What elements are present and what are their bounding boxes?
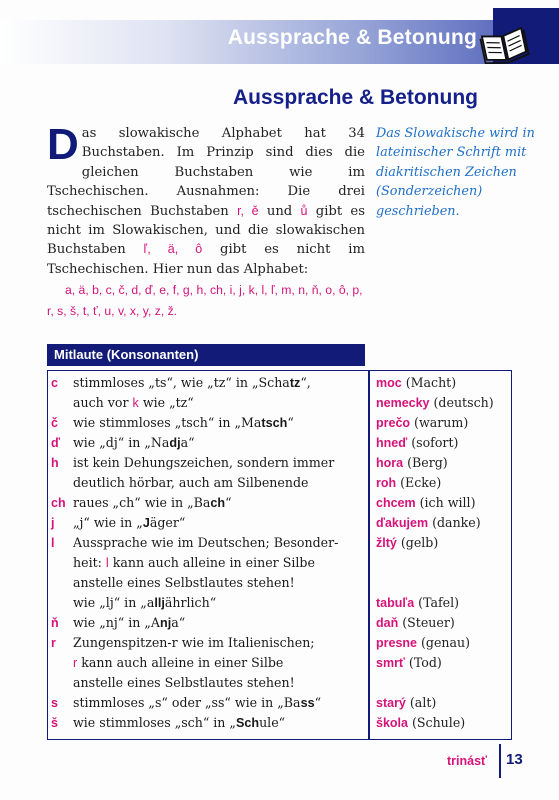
page-number-word: trinásť	[447, 754, 488, 768]
slovak-example: škola	[376, 716, 408, 730]
table-row	[0, 553, 559, 573]
table-row	[0, 693, 559, 713]
table-row	[0, 473, 559, 493]
german-meaning: (gelb)	[396, 535, 439, 550]
intro-text: as slowakische Alphabet hat 34 Buchstaben. Im Prinzip sind dies die gleichen Buchstaben wie im Tschechischen. Ausnahmen: Die drei tschechischen Buchstaben	[47, 126, 365, 219]
slovak-example: hneď	[376, 436, 408, 450]
highlighted-sound: llj	[154, 596, 165, 610]
slovak-example: ďakujem	[376, 516, 429, 530]
example-word	[376, 413, 512, 433]
highlighted-sound: Sch	[235, 716, 260, 730]
table-row	[0, 433, 559, 453]
intro-text: und	[258, 203, 301, 219]
german-meaning: (genau)	[417, 635, 471, 650]
table-row	[0, 373, 559, 393]
table-row	[0, 593, 559, 613]
example-word	[376, 373, 512, 393]
running-title: Aussprache & Betonung	[227, 26, 477, 49]
example-word	[376, 633, 512, 653]
pronunciation-description: deutlich hörbar, auch am Silbenende	[73, 475, 309, 490]
consonant-letter: s	[51, 696, 58, 710]
consonant-letter: r	[51, 636, 56, 650]
german-meaning: (Schule)	[407, 715, 466, 730]
table-row	[0, 393, 559, 413]
pronunciation-description: Zungenspitzen-r wie im Italienischen;	[73, 635, 315, 650]
consonant-letter: h	[51, 456, 59, 470]
german-meaning: (deutsch)	[429, 395, 494, 410]
consonant-letter: ch	[51, 496, 66, 510]
example-word	[376, 613, 512, 633]
pronunciation-description: stimmloses „ts“, wie „tz“ in „Schatz“,	[73, 375, 311, 390]
slovak-example: daň	[376, 616, 399, 630]
pronunciation-description: ist kein Dehungszeichen, sondern immer	[73, 455, 335, 470]
table-row	[0, 613, 559, 633]
example-word	[376, 453, 512, 473]
intro-letters: ľ, ä, ô	[143, 242, 203, 257]
slovak-example: roh	[376, 476, 397, 490]
slovak-example: hora	[376, 456, 404, 470]
example-word	[376, 393, 512, 413]
intro-letters: ů	[300, 203, 308, 218]
table-row	[0, 673, 559, 693]
table-row	[0, 713, 559, 733]
pronunciation-description: Aussprache wie im Deutschen; Besonder-	[73, 535, 339, 550]
pronunciation-description: wie stimmloses „sch“ in „Schule“	[73, 715, 286, 730]
intro-paragraph	[47, 120, 366, 279]
german-meaning: (Berg)	[403, 455, 448, 470]
table-row	[0, 653, 559, 673]
example-word	[376, 493, 512, 513]
slovak-example: žltý	[376, 536, 397, 550]
consonant-letter: ň	[51, 616, 59, 630]
highlighted-sound: ss	[300, 696, 315, 710]
intro-letters: r, ě	[237, 203, 259, 218]
example-word	[376, 513, 512, 533]
pronunciation-description: wie „lj“ in „alljährlich“	[73, 595, 217, 610]
consonant-letter: l	[51, 536, 55, 550]
german-meaning: (Ecke)	[396, 475, 442, 490]
slovak-example: presne	[376, 636, 417, 650]
german-meaning: (Tod)	[404, 655, 442, 670]
example-word	[376, 593, 512, 613]
example-word	[376, 653, 512, 673]
consonant-letter: č	[51, 416, 58, 430]
side-note: Das Slowakische wird in lateinischer Schrift mit diakritischen Zeichen (Sonderzeichen) geschrieben.	[376, 126, 535, 219]
pronunciation-description: anstelle eines Selbstlautes stehen!	[73, 575, 295, 590]
table-row	[0, 633, 559, 653]
slovak-example: smrť	[376, 656, 405, 670]
example-word	[376, 713, 512, 733]
alphabet-list: a, ä, b, c, č, d, ď, e, f, g, h, ch, i, j, k, l, ľ, m, n, ň, o, ô, p, r, s, š, t, ť, u, v, x, y, z, ž.	[47, 283, 363, 318]
german-meaning: (Macht)	[401, 375, 457, 390]
table-row	[0, 493, 559, 513]
slovak-letter: r	[73, 656, 78, 670]
slovak-letter: k	[132, 396, 139, 410]
consonant-letter: š	[51, 716, 58, 730]
slovak-example: nemecky	[376, 396, 430, 410]
german-meaning: (ich will)	[415, 495, 476, 510]
german-meaning: (alt)	[405, 695, 437, 710]
example-word	[376, 693, 512, 713]
slovak-example: starý	[376, 696, 406, 710]
german-meaning: (warum)	[410, 415, 469, 430]
pronunciation-description: wie „dj“ in „Nadja“	[73, 435, 195, 450]
highlighted-sound: tsch	[261, 416, 288, 430]
drop-cap: D	[47, 120, 79, 169]
german-meaning: (Tafel)	[414, 595, 460, 610]
german-meaning: (sofort)	[407, 435, 459, 450]
table-row	[0, 573, 559, 593]
highlighted-sound: dj	[169, 436, 181, 450]
pronunciation-description: raues „ch“ wie in „Bach“	[73, 495, 232, 510]
footer-divider	[499, 744, 501, 778]
pronunciation-description: stimmloses „s“ oder „ss“ wie in „Bass“	[73, 695, 322, 710]
table-row	[0, 533, 559, 553]
intro-text: gibt es nicht im Tschechischen. Hier nun das Alphabet:	[47, 242, 365, 277]
slovak-example: tabuľa	[376, 596, 415, 610]
example-word	[376, 433, 512, 453]
slovak-example: chcem	[376, 496, 416, 510]
highlighted-sound: J	[142, 516, 150, 530]
pronunciation-description: wie stimmloses „tsch“ in „Matsch“	[73, 415, 294, 430]
consonant-letter: ď	[51, 436, 60, 450]
highlighted-sound: tz	[289, 376, 301, 390]
table-row	[0, 453, 559, 473]
consonant-letter: j	[51, 516, 55, 530]
example-word	[376, 533, 512, 553]
pronunciation-description: auch vor k wie „tz“	[73, 395, 194, 410]
german-meaning: (danke)	[428, 515, 481, 530]
slovak-example: moc	[376, 376, 402, 390]
page-number: 13	[506, 751, 523, 768]
pronunciation-description: anstelle eines Selbstlautes stehen!	[73, 675, 295, 690]
german-meaning: (Steuer)	[398, 615, 455, 630]
pronunciation-description: r kann auch alleine in einer Silbe	[73, 655, 284, 670]
slovak-letter: l	[105, 556, 109, 570]
table-row	[0, 413, 559, 433]
pronunciation-description: „j“ wie in „Jäger“	[73, 515, 186, 530]
example-word	[376, 473, 512, 493]
page-title: Aussprache & Betonung	[232, 86, 478, 109]
table-row	[0, 513, 559, 533]
section-heading: Mitlaute (Konsonanten)	[47, 344, 365, 366]
slovak-example: prečo	[376, 416, 411, 430]
highlighted-sound: nj	[160, 616, 172, 630]
pronunciation-description: wie „nj“ in „Anja“	[73, 615, 186, 630]
intro-text: gibt es nicht im Slowakischen, und die slowakischen Buchstaben	[47, 203, 366, 258]
consonant-letter: c	[51, 376, 58, 390]
open-book-icon	[478, 20, 530, 64]
pronunciation-description: heit: l kann auch alleine in einer Silbe	[73, 555, 315, 570]
highlighted-sound: ch	[210, 496, 226, 510]
